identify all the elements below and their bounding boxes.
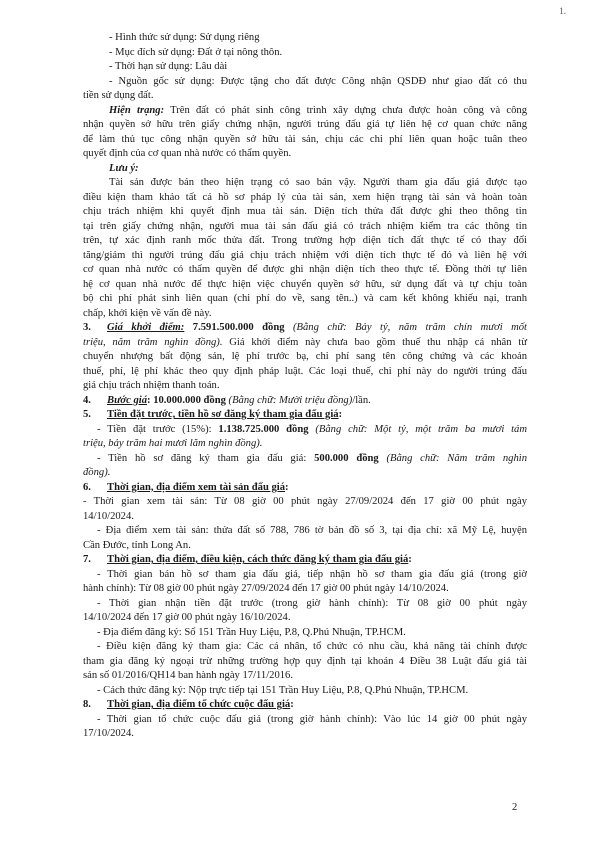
usage-origin-line1: - Nguồn gốc sử dụng: Được tặng cho đất được Công nhận QSDĐ như giao đất có thu: [109, 75, 527, 87]
current-status-line4: quyết định của cơ quan nhà nước có thẩm quyền.: [83, 148, 292, 159]
registration-line: 14/10/2024 đến 17 giờ 00 phút ngày 16/10/2024.: [83, 612, 291, 623]
note-line: tăng/giảm thì người trúng đấu giá chịu trách nhiệm với diện tích thực tế đó và liên hệ với: [83, 249, 527, 261]
note-line: chịu trách nhiệm khi quyết định mua tài sản. Diện tích thửa đất được ghi theo thông tin: [83, 206, 527, 217]
current-status-text1: Trên đất có phát sinh công trình xây dựng chưa được hoàn công và công: [164, 104, 527, 116]
note-line: hệ cơ quan nhà nước để thực hiện việc chuyển quyền sở hữu, sử dụng đất và tự chịu toàn: [83, 278, 527, 290]
registration-line: - Thời gian bán hồ sơ tham gia đấu giá, tiếp nhận hồ sơ tham gia đấu giá (trong giờ: [97, 568, 527, 580]
registration-line: - Điều kiện đăng ký tham gia: Các cá nhân, tổ chức có nhu cầu, khả năng tài chính được: [97, 641, 527, 652]
note-heading: [83, 162, 527, 177]
starting-price-line2: [83, 336, 527, 351]
price-step-tail: /lần.: [352, 394, 371, 406]
document-page: [83, 31, 527, 742]
section-number-8: 8.: [83, 699, 91, 710]
registration-line: tham gia đăng ký ngoại trừ những trường hợp quy định tại khoản 4 Điều 38 Luật đấu giá tài: [83, 655, 527, 667]
deposit-words2: triệu, bảy trăm hai mươi lăm nghìn đồng).: [83, 438, 263, 449]
registration-heading: [83, 553, 527, 568]
note-line: bộ chi phí phát sinh liên quan (chi phí do về, sang tên..) và cam kết không khiếu nại, tranh: [83, 293, 527, 304]
note-line: cơ quan nhà nước có thẩm quyền để được ghi nhận diện tích theo thực tế. Đồng thời tự liên: [83, 264, 527, 275]
current-status-label: Hiện trạng:: [109, 104, 165, 116]
starting-price-words2: triệu, năm trăm nghìn đồng).: [83, 336, 223, 348]
current-status-line3: để làm thủ tục công nhận quyền sở hữu tài sản, chịu các chi phí liên quan hoặc tuân theo: [83, 133, 527, 145]
viewing-place-line2: Cần Đước, tỉnh Long An.: [83, 539, 191, 551]
deposit-title-colon: :: [338, 409, 343, 420]
registration-title-colon: :: [408, 554, 412, 565]
auction-time-line2: 17/10/2024.: [83, 728, 134, 739]
usage-purpose: - Mục đích sử dụng: Đất ở tại nông thôn.: [109, 46, 283, 58]
current-status-line1: [83, 104, 527, 119]
starting-price-amount: 7.591.500.000 đồng: [184, 322, 285, 333]
deposit-amount: 1.138.725.000 đồng: [218, 423, 309, 435]
price-step-words: (Bằng chữ: Mười triệu đồng): [225, 394, 353, 406]
registration-line: - Địa điểm đăng ký: Số 151 Trần Huy Liệu, P.8, Q.Phú Nhuận, TP.HCM.: [97, 626, 406, 638]
starting-price-line1: [83, 321, 527, 336]
starting-price-label: Giá khởi điểm:: [107, 322, 185, 333]
fee-line1: [83, 452, 527, 467]
starting-price-line4: thuế, phí, lệ phí khác theo quy định pháp luật. Các loại thuế, chi phí này do người trúng đấu: [83, 365, 527, 377]
page-number: 2: [512, 802, 518, 813]
price-step-label: Bước giá: [107, 394, 147, 406]
note-label: Lưu ý:: [109, 162, 139, 174]
auction-time-line1: - Thời gian tổ chức cuộc đấu giá (trong giờ hành chính): Vào lúc 14 giờ 00 phút ngày: [97, 713, 527, 725]
viewing-time-line2: 14/10/2024.: [83, 510, 134, 522]
starting-price-line3: chuyển nhượng bất động sản, lệ phí trước bạ, chi phí sang tên công chứng và các khoản: [83, 351, 527, 362]
current-status-line2: nhận quyền sở hữu trên giấy chứng nhận, người trúng đấu giá tự liên hệ cơ quan chức năng: [83, 119, 527, 130]
section-number-4: 4.: [83, 394, 91, 406]
note-line: trên, tự xác định ranh mốc thửa đất. Trong trường hợp diện tích đất thực tế có thay đổi: [83, 235, 527, 246]
viewing-time-line1: - Thời gian xem tài sản: Từ 08 giờ 00 phút ngày 27/09/2024 đến 17 giờ 00 phút ngày: [83, 496, 527, 507]
registration-line: - Cách thức đăng ký: Nộp trực tiếp tại 151 Trần Huy Liệu, P.8, Q.Phú Nhuận, TP.HCM.: [97, 684, 469, 696]
fee-amount: 500.000 đồng: [314, 452, 379, 464]
price-step-line: [83, 394, 527, 409]
price-step-amount: 10.000.000 đồng: [153, 394, 226, 406]
section-number-6: 6.: [83, 481, 91, 493]
registration-line: - Thời gian nhận tiền đặt trước (trong giờ hành chính): Từ 08 giờ 00 phút ngày: [97, 597, 527, 609]
deposit-line1: [83, 423, 527, 438]
price-step-colon: :: [147, 394, 154, 406]
viewing-title-colon: :: [285, 481, 289, 493]
viewing-title: Thời gian, địa điểm xem tài sản đấu giá: [107, 481, 286, 493]
fee-label: - Tiền hồ sơ đăng ký tham gia đấu giá:: [97, 452, 315, 464]
auction-title-colon: :: [290, 699, 294, 710]
starting-price-rest: Giá khởi điểm này chưa bao gồm thuế thu nhập cá nhân từ: [222, 336, 527, 348]
deposit-label: - Tiền đặt trước (15%):: [97, 423, 219, 435]
registration-line: sản số 01/2016/QH14 ban hành ngày 17/11/2016.: [83, 670, 293, 681]
note-line: điều kiện tham khảo tất cả hồ sơ pháp lý của tài sản, xem hiện trạng tài sản và hoàn toàn: [83, 191, 527, 203]
fee-words1: (Bằng chữ: Năm trăm nghìn: [378, 452, 528, 464]
usage-form: - Hình thức sử dụng: Sử dụng riêng: [109, 32, 260, 43]
note-line: chấp, khởi kiện về vấn đề này.: [83, 307, 212, 319]
starting-price-line5: giá chịu trách nhiệm thanh toán.: [83, 380, 220, 391]
registration-title: Thời gian, địa điểm, điều kiện, cách thức đăng ký tham gia đấu giá: [107, 554, 409, 565]
auction-heading: [83, 698, 527, 713]
auction-title: Thời gian, địa điểm tổ chức cuộc đấu giá: [107, 699, 291, 710]
registration-line: hành chính): Từ 08 giờ 00 phút ngày 27/09/2024 đến 17 giờ 00 phút ngày 14/10/2024.: [83, 583, 449, 594]
viewing-place-line1: - Địa điểm xem tài sản: thửa đất số 788, 786 tờ bản đồ số 3, tại địa chỉ: xã Mỹ Lệ, huyện: [97, 525, 527, 536]
deposit-heading: [83, 408, 527, 423]
section-number-7: 7.: [83, 554, 91, 565]
starting-price-words1: (Bằng chữ: Bảy tỷ, năm trăm chín mươi mốt: [284, 322, 527, 333]
corner-mark: 1.: [559, 6, 566, 16]
fee-words2: đồng).: [83, 467, 111, 478]
usage-term: - Thời hạn sử dụng: Lâu dài: [109, 61, 228, 72]
note-line: Tài sản được bán theo hiện trạng có sao bán vậy. Người tham gia đấu giá được tạo: [109, 177, 527, 188]
deposit-words1: (Bằng chữ: Một tỷ, một trăm ba mươi tám: [308, 423, 527, 435]
note-line: tại trên giấy chứng nhận, người mua tài sản đấu giá có trách nhiệm kiểm tra các thông tin: [83, 220, 527, 232]
usage-origin-line2: tiền sử dụng đất.: [83, 90, 154, 101]
deposit-title: Tiền đặt trước, tiền hồ sơ đăng ký tham gia đấu giá: [107, 409, 339, 420]
viewing-heading: [83, 481, 527, 496]
section-number-5: 5.: [83, 409, 91, 420]
section-number-3: 3.: [83, 322, 91, 333]
